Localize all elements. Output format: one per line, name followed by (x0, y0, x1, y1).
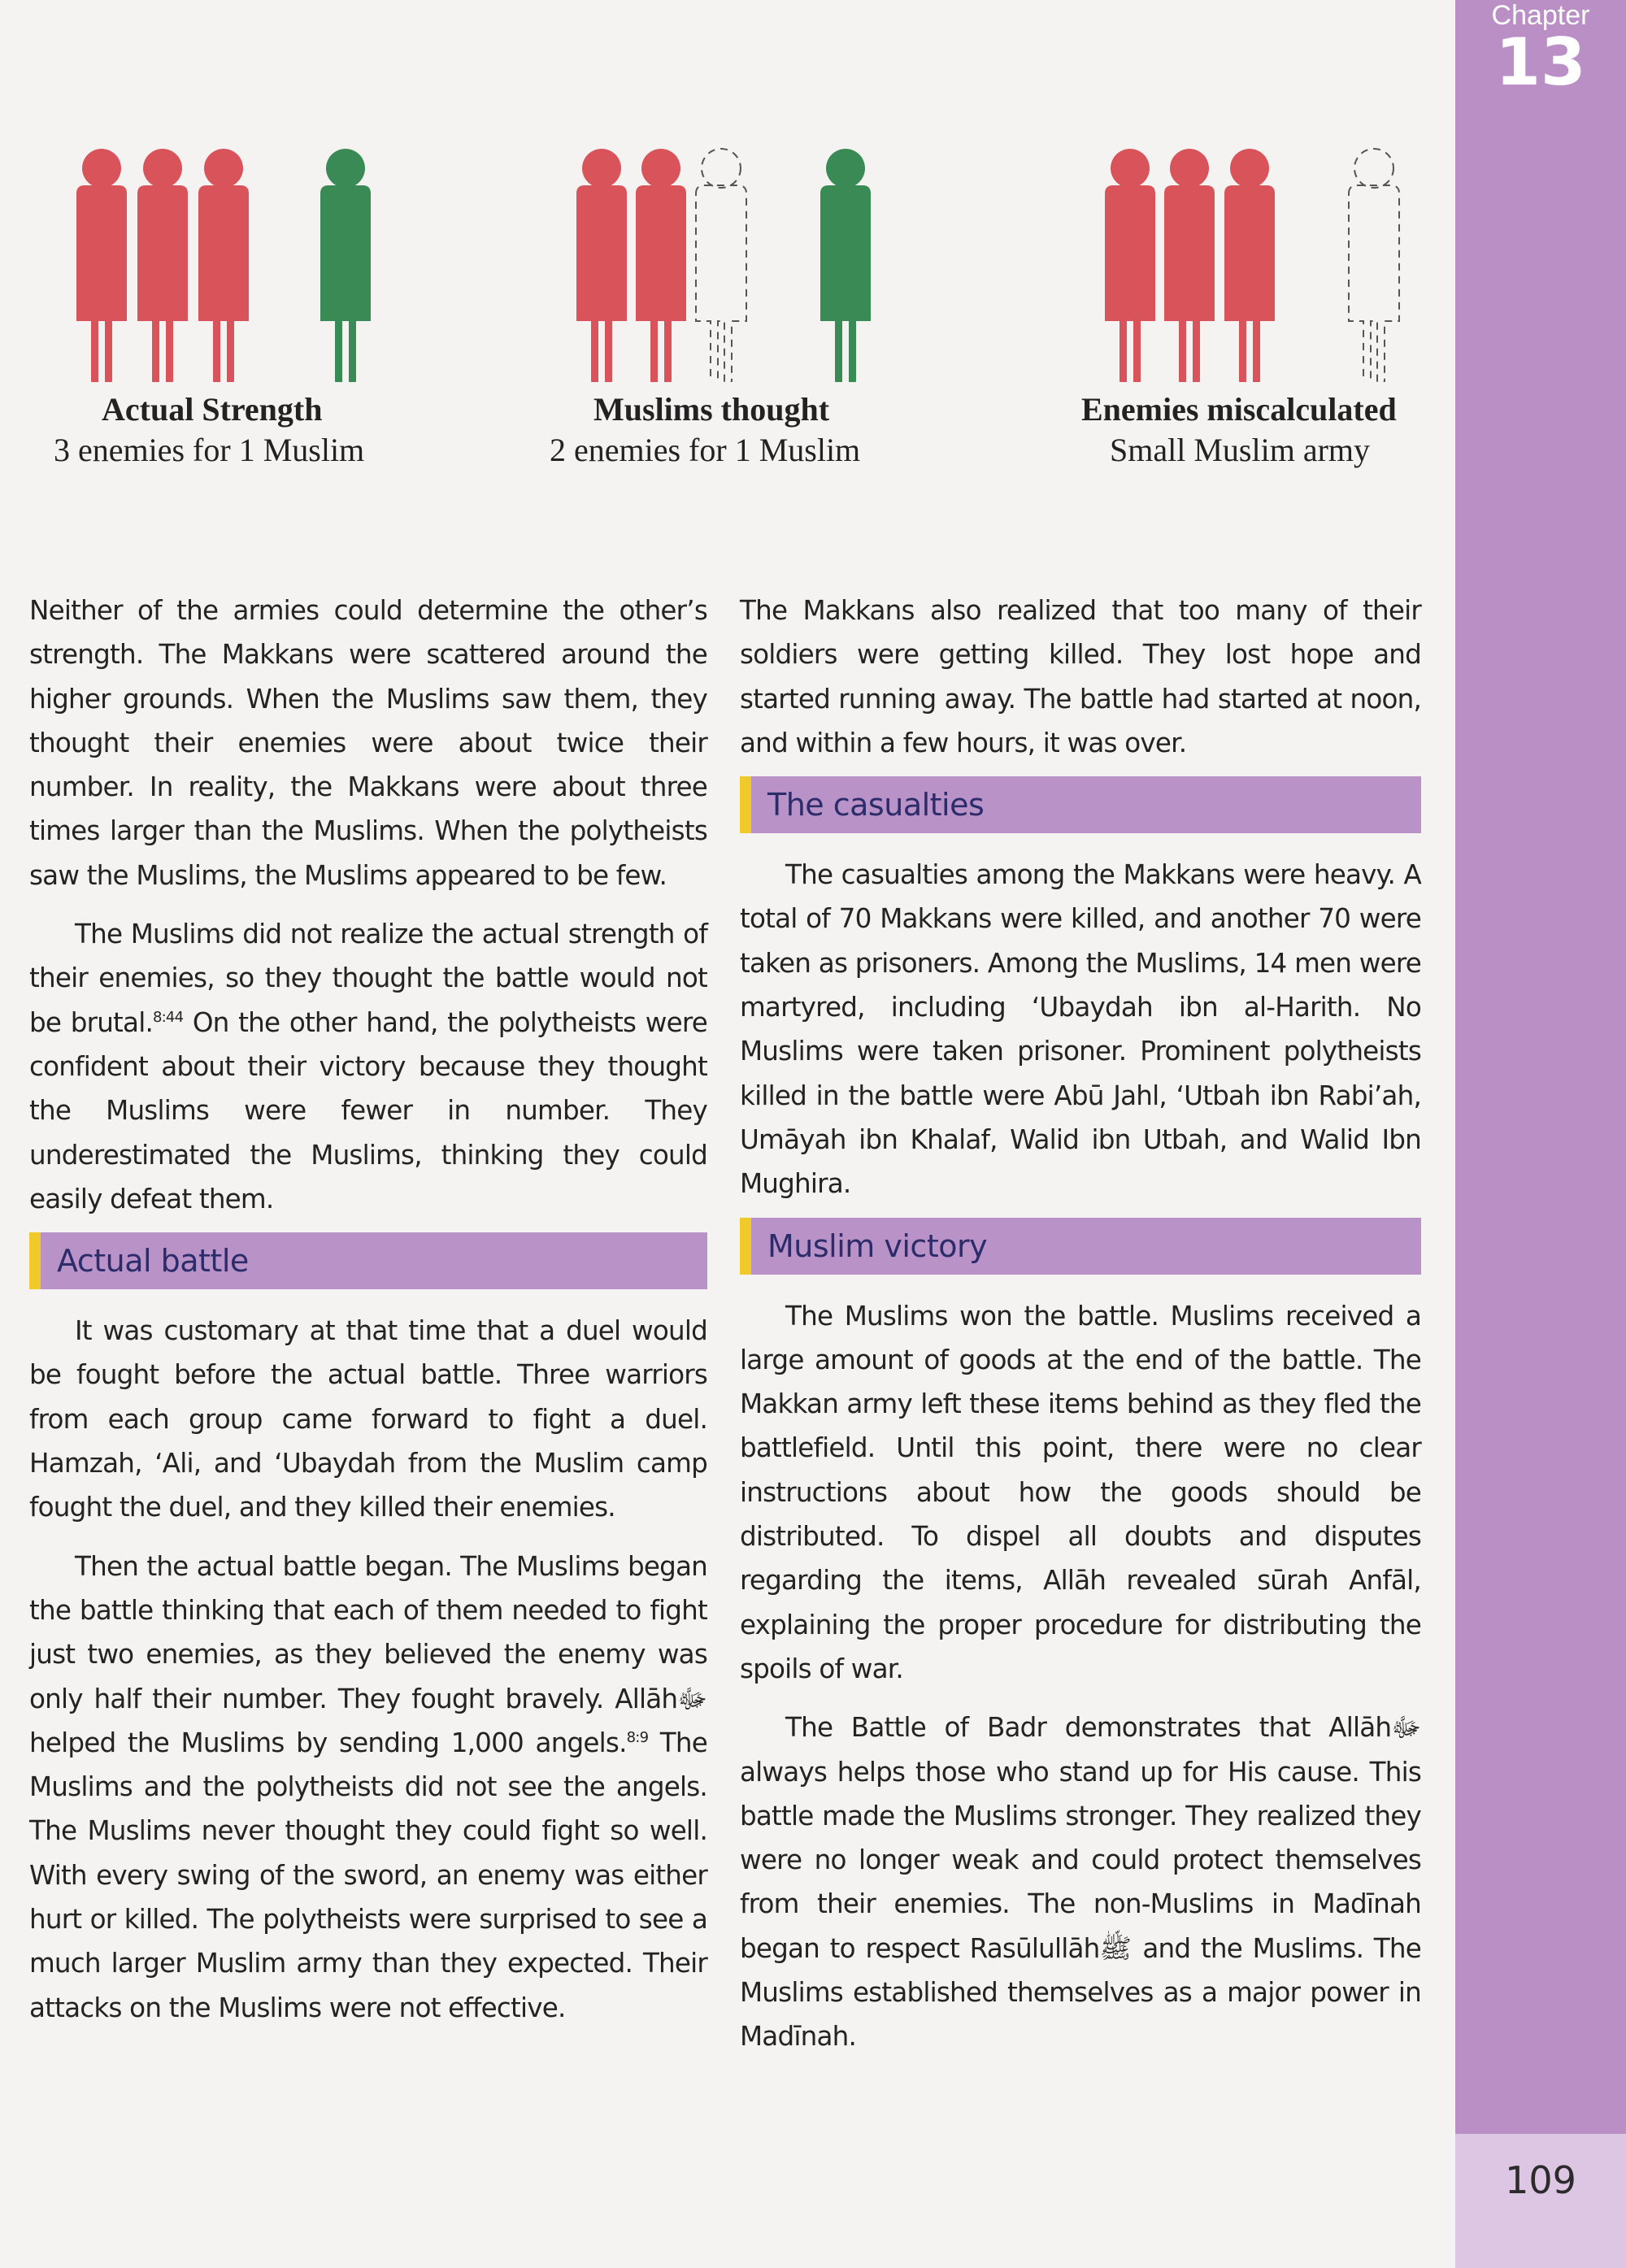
paragraph: The Battle of Badr demonstrates that Allāhﷻ always helps those who stand up for His cause. This battle made the Muslims stronger. They realized they were no longer weak and could protect themselves from their enemies. The non-Muslims in Madīnah began to respect Rasūlullāhﷺ and the Muslims. The Muslims established themselves as a major power in Madīnah. (740, 1712, 1421, 2053)
honorific-glyph: ﷻ (1391, 1712, 1421, 1744)
actual-strength-subtitle: 3 enemies for 1 Muslim (54, 432, 365, 468)
soldier-figures-graphic (0, 138, 1455, 382)
section-heading-label: Actual battle (57, 1243, 249, 1280)
muslim-soldier-icon (820, 149, 871, 382)
enemy-soldier-icon (198, 149, 249, 382)
paragraph: It was customary at that time that a duel would be fought before the actual battle. Three warriors from each group came forward to fight a duel. Hamzah, ‘Ali, and ‘Ubaydah from the Muslim camp fought the duel, and they killed their enemies. (29, 1315, 707, 1523)
honorific-glyph: ﷺ (1099, 1932, 1132, 1964)
section-heading-label: Muslim victory (767, 1227, 988, 1264)
muslims-thought-title: Muslims thought (593, 391, 830, 428)
section-heading-casualties (740, 776, 1421, 833)
chapter-number: 13 (1495, 24, 1586, 100)
enemy-soldier-icon (1105, 149, 1155, 382)
paragraph: The Makkans also realized that too many of their soldiers were getting killed. They lost hope and started running away. The battle had started at noon, and within a few hours, it was over. (740, 595, 1421, 758)
enemy-soldier-icon (137, 149, 188, 382)
honorific-glyph: ﷻ (677, 1683, 707, 1714)
paragraph: The Muslims won the battle. Muslims received a large amount of goods at the end of the battle. The Makkan army left these items behind as they fled the battlefield. Until this point, there were no clear instructions about how the goods should be distributed. To dispel all doubts and disputes regarding the items, Allāh revealed sūrah Anfāl, explaining the proper procedure for distributing the spoils of war. (740, 1300, 1421, 1684)
enemy-soldier-icon (1224, 149, 1275, 382)
chapter-label: Chapter (1491, 0, 1590, 31)
verse-reference: 8:9 (626, 1728, 649, 1746)
paragraph: Neither of the armies could determine the other’s strength. The Makkans were scattered around the higher grounds. When the Muslims saw them, they thought their enemies were about twice their number. In reality, the Makkans were about three times larger than the Muslims. When the polytheists saw the Muslims, the Muslims appeared to be few. (29, 595, 707, 891)
enemy-soldier-icon (1164, 149, 1215, 382)
actual-strength-title: Actual Strength (102, 391, 323, 428)
left-text-column (29, 589, 707, 2030)
section-heading-actual-battle (29, 1232, 707, 1289)
paragraph: The Muslims did not realize the actual strength of their enemies, so they thought the battle would not be brutal.$^{8:44}$ On the other hand, the polytheists were confident about their victory because they thought the Muslims were fewer in number. They underestimated the Muslims, thinking they could easily defeat them. (29, 919, 707, 1214)
muslim-soldier-icon (320, 149, 371, 382)
paragraph: The casualties among the Makkans were heavy. A total of 70 Makkans were killed, and another 70 were taken as prisoners. Among the Muslims, 14 men were martyred, including ‘Ubaydah ibn al-Harith. No Muslims were taken prisoner. Prominent polytheists killed in the battle were Abū Jahl, ‘Utbah ibn Rabi’ah, Umāyah ibn Khalaf, Walid ibn Utbah, and Walid Ibn Mughira. (740, 859, 1421, 1200)
dashed-muslim-outline-icon (1349, 149, 1399, 382)
enemy-soldier-icon (576, 149, 627, 382)
paragraph: Then the actual battle began. The Muslims began the battle thinking that each of them needed to fight just two enemies, as they believed the enemy was only half their number. They fought bravely. Allāhﷻ helped the Muslims by sending 1,000 angels.$^{8:9}$ The Muslims and the polytheists did not see the angels. The Muslims never thought they could fight so well. With every swing of the sword, an enemy was either hurt or killed. The polytheists were surprised to see a much larger Muslim army than they expected. Their attacks on the Muslims were not effective. (29, 1550, 707, 2023)
enemies-miscalculated-title: Enemies miscalculated (1081, 391, 1397, 428)
muslims-thought-figures (576, 149, 871, 382)
actual-strength-figures (76, 149, 371, 382)
enemies-miscalculated-figures (1105, 149, 1399, 382)
enemies-miscalculated-subtitle: Small Muslim army (1110, 432, 1370, 468)
page-number: 109 (1505, 2158, 1576, 2202)
muslims-thought-subtitle: 2 enemies for 1 Muslim (550, 432, 861, 468)
verse-reference: 8:44 (153, 1008, 184, 1026)
enemy-soldier-icon (76, 149, 127, 382)
section-heading-label: The casualties (767, 787, 985, 823)
dashed-enemy-outline-icon (696, 149, 746, 382)
army-strength-figure (0, 138, 1455, 480)
section-heading-muslim-victory (740, 1218, 1421, 1275)
right-text-column (740, 589, 1421, 2059)
chapter-side-tab (1455, 0, 1626, 2268)
enemy-soldier-icon (636, 149, 686, 382)
half-muslim-soldier-icon (1349, 149, 1399, 382)
